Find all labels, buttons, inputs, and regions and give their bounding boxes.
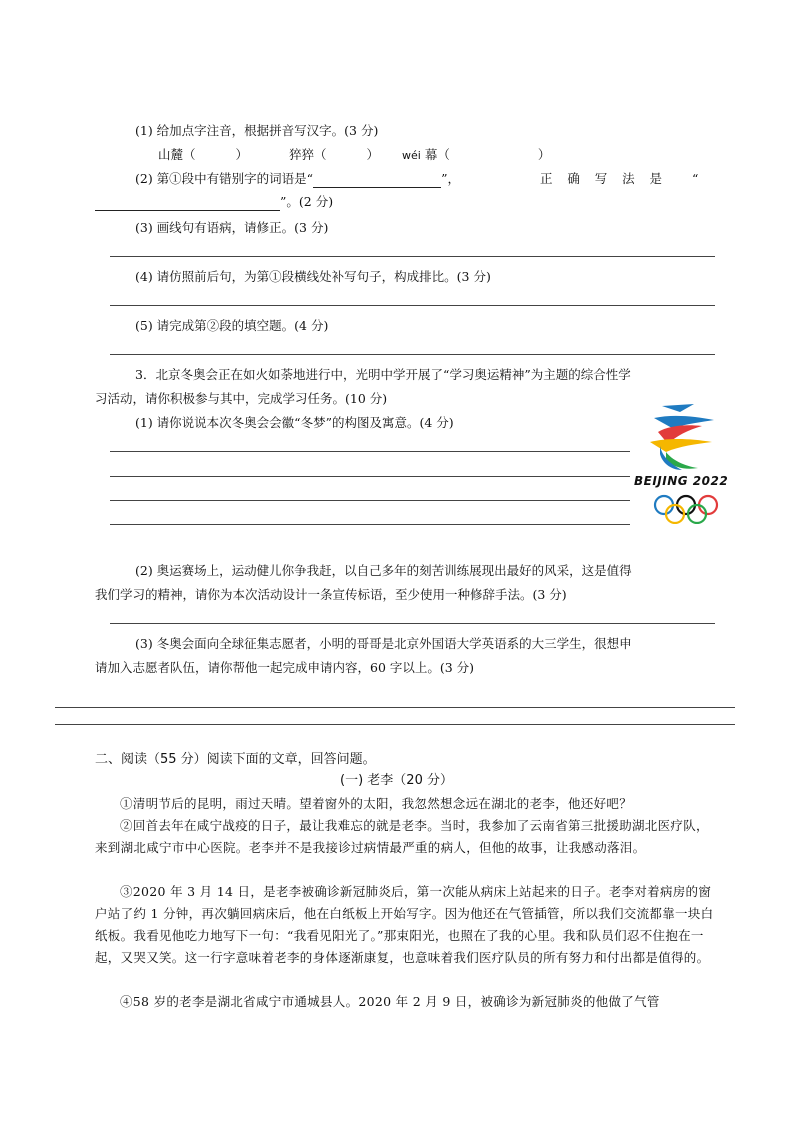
q3-sub2-line2: 我们学习的精神，请你为本次活动设计一条宣传标语，至少使用一种修辞手法。(3 分) xyxy=(95,587,567,602)
item-c-label: 幕（ xyxy=(424,147,450,162)
beijing-2022-emblem xyxy=(632,398,742,526)
item-c-pinyin: wéi xyxy=(402,149,421,162)
q2-sub1-item-c xyxy=(402,146,550,165)
reading-paragraph-4: ④58 岁的老李是湖北省咸宁市通城县人。2020 年 2 月 9 日，被确诊为新冠肺炎的他做了气管 xyxy=(120,994,660,1009)
q2-sub1-prompt: (1) 给加点字注音，根据拼音写汉字。(3 分) xyxy=(135,123,379,138)
sub2-mid: ”， xyxy=(441,171,460,186)
sub2-spaced-words xyxy=(540,170,662,188)
q3-sub1-prompt: (1) 请你说说本次冬奥会会徽“冬梦”的构图及寓意。(4 分) xyxy=(135,415,454,430)
reading-paragraph-2: ②回首去年在咸宁战疫的日子，最让我难忘的就是老李。当时，我参加了云南省第三批援助湖北医疗队，来到湖北咸宁市中心医院。老李并不是我接诊过病情最严重的病人，但他的故事，让我感动落泪。 xyxy=(95,818,709,855)
sub2-word: 写 xyxy=(594,171,608,186)
q3-sub2-line1: (2) 奥运赛场上，运动健儿你争我赶，以自己多年的刻苦训练展现出最好的风采，这是值得 xyxy=(135,563,632,578)
q2-sub2-line2 xyxy=(95,193,333,211)
q3-intro-line1: 3．北京冬奥会正在如火如荼地进行中，光明中学开展了“学习奥运精神”为主题的综合性学 xyxy=(135,367,631,382)
sub2-suffix: ”。(2 分) xyxy=(280,194,334,209)
answer-line[interactable] xyxy=(110,524,630,525)
sub2-prefix: (2) 第①段中有错别字的词语是“ xyxy=(135,171,314,186)
reading-subtitle: (一) 老李（20 分） xyxy=(340,773,453,788)
reading-section-header: 二、阅读（55 分）阅读下面的文章，回答问题。 xyxy=(95,752,376,767)
sub2-word: 正 xyxy=(540,171,553,186)
answer-line[interactable] xyxy=(110,354,715,355)
item-a-close: ） xyxy=(235,147,249,162)
item-c-close: ） xyxy=(537,147,551,162)
sub2-word: 确 xyxy=(567,171,580,186)
q2-sub2-line1 xyxy=(135,170,460,188)
q2-sub3-prompt: (3) 画线句有语病，请修正。(3 分) xyxy=(135,220,329,235)
emblem-text: BEIJING 2022 xyxy=(634,474,729,488)
answer-line[interactable] xyxy=(110,476,630,477)
q2-sub1-item-a xyxy=(158,146,248,164)
sub2-blank-2[interactable] xyxy=(95,196,280,211)
answer-line[interactable] xyxy=(110,623,715,624)
q3-sub3-line2: 请加入志愿者队伍，请你帮他一起完成申请内容，60 字以上。(3 分) xyxy=(95,660,475,675)
answer-line[interactable] xyxy=(110,256,715,257)
sub2-open-quote: “ xyxy=(692,171,699,186)
sub2-blank-1[interactable] xyxy=(313,173,441,188)
olympic-rings-icon xyxy=(652,494,732,524)
answer-line[interactable] xyxy=(110,305,715,306)
q2-sub5-prompt: (5) 请完成第②段的填空题。(4 分) xyxy=(135,318,329,333)
q2-sub1-item-b xyxy=(289,146,379,164)
q3-intro-line2: 习活动，请你积极参与其中，完成学习任务。(10 分) xyxy=(95,391,388,406)
item-b-label: 猝猝（ xyxy=(289,147,327,162)
answer-line[interactable] xyxy=(55,724,735,725)
reading-paragraph-3: ③2020 年 3 月 14 日，是老李被确诊新冠肺炎后，第一次能从病床上站起来的日子。老李对着病房的窗户站了约 1 分钟，再次躺回病床后，他在白纸板上开始写字。因为他还在气管插管，所以我们交流都靠一块白纸板。我看见他吃力地写下一句：“我看见阳光了。”那束阳光，也照在了我的心里。我和队员们忍不住抱在一起，又哭又笑。这一行字意味着老李的身体逐渐康复，也意味着我们医疗队员的所有努力和付出都是值得的。 xyxy=(95,884,714,965)
reading-paragraph-1: ①清明节后的昆明，雨过天晴。望着窗外的太阳，我忽然想念远在湖北的老李，他还好吧？ xyxy=(120,796,633,811)
sub2-word: 法 xyxy=(622,171,635,186)
sub2-word: 是 xyxy=(649,171,662,186)
item-a-label: 山麓（ xyxy=(158,147,196,162)
item-b-close: ） xyxy=(366,147,380,162)
q3-sub3-line1: (3) 冬奥会面向全球征集志愿者，小明的哥哥是北京外国语大学英语系的大三学生，很想申 xyxy=(135,636,632,651)
answer-line[interactable] xyxy=(110,500,630,501)
emblem-ribbon-icon xyxy=(632,398,742,476)
answer-line[interactable] xyxy=(55,707,735,708)
answer-line[interactable] xyxy=(110,451,630,452)
q2-sub4-prompt: (4) 请仿照前后句，为第①段横线处补写句子，构成排比。(3 分) xyxy=(135,269,491,284)
